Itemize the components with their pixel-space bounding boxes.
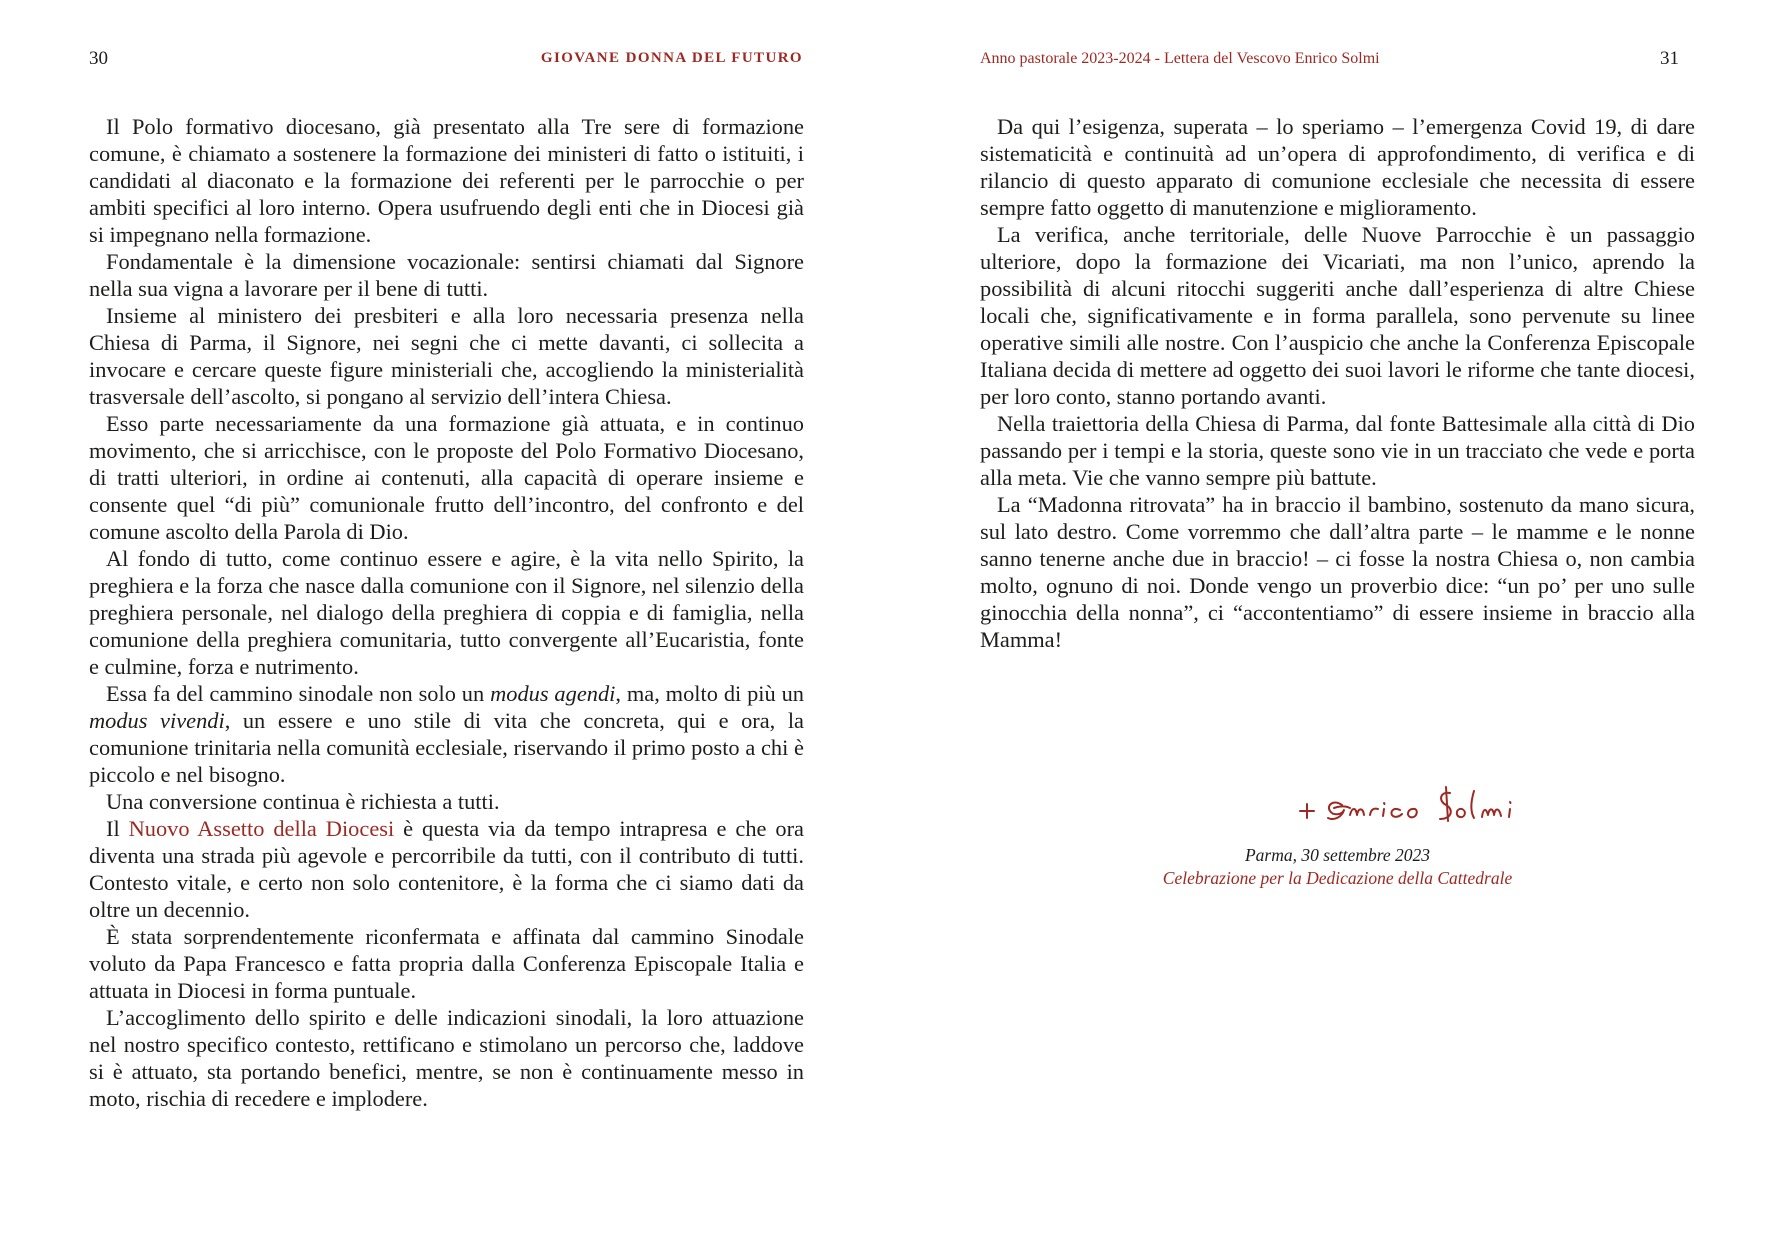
right-page xyxy=(886,0,1772,1240)
paragraph: Il Polo formativo diocesano, già presentato alla Tre sere di formazione comune, è chiamato a sostenere la formazione dei ministeri di fatto o istituiti, i candidati al diaconato e la formazione dei referenti per le parrocchie o per ambiti specifici al loro interno. Opera usufruendo degli enti che in Diocesi già si impegnano nella formazione. xyxy=(89,114,804,247)
body-text xyxy=(980,113,1695,653)
paragraph: La verifica, anche territoriale, delle Nuove Parrocchie è un passaggio ulteriore, dopo la formazione dei Vicariati, ma non l’unico, aprendo la possibilità di alcuni ritocchi suggeriti anche dall’esperienza di altre Chiese locali che, significativamente e in forma parallela, sono pervenute su linee operative simili alle nostre. Con l’auspicio che anche la Conferenza Episcopale Italiana decida di mettere ad oggetto dei suoi lavori le riforme che tante diocesi, per loro conto, stanno portando avanti. xyxy=(980,222,1695,409)
nuovo-assetto-link[interactable]: Nuovo Assetto della Diocesi xyxy=(128,816,395,841)
paragraph-text: è questa via da tempo intrapresa e che ora diventa una strada più agevole e percorribile da tutti, con il contributo di tutti. Contesto vitale, e certo non solo contenitore, è la forma che ci siamo dati da oltre un decennio. xyxy=(89,816,804,922)
paragraph: Una conversione continua è richiesta a tutti. xyxy=(106,789,500,814)
paragraph: Esso parte necessariamente da una formazione già attuata, e in continuo movimento, che si arricchisce, con le proposte del Polo Formativo Diocesano, di tratti ulteriori, in ordine ai contenuti, alla capacità di operare insieme e consente quel “di più” comunionale frutto dell’incontro, del confronto e del comune ascolto della Parola di Dio. xyxy=(89,411,804,544)
handwritten-signature xyxy=(980,775,1695,835)
paragraph: Insieme al ministero dei presbiteri e alla loro necessaria presenza nella Chiesa di Parma, il Signore, nei segni che ci mette davanti, ci sollecita a invocare e cercare queste figure ministeriali che, accogliendo la ministerialità trasversale dell’ascolto, si pongano al servizio dell’intera Chiesa. xyxy=(89,303,804,409)
paragraph: L’accoglimento dello spirito e delle indicazioni sinodali, la loro attuazione nel nostro specifico contesto, rettificano e stimolano un percorso che, laddove si è attuato, sta portando benefici, mentre, se non è continuamente messo in moto, rischia di recedere e implodere. xyxy=(89,1005,804,1111)
paragraph-text: Essa fa del cammino sinodale non solo un xyxy=(106,681,491,706)
paragraph-text: Il xyxy=(106,816,129,841)
paragraph: Fondamentale è la dimensione vocazionale: sentirsi chiamati dal Signore nella sua vigna a lavorare per il bene di tutti. xyxy=(89,249,804,301)
paragraph xyxy=(89,815,804,923)
signature-occasion: Celebrazione per la Dedicazione della Cattedrale xyxy=(1162,868,1513,888)
paragraph: Da qui l’esigenza, superata – lo speriamo – l’emergenza Covid 19, di dare sistematicità e continuità ad un’opera di approfondimento, di verifica e di rilancio di questo apparato di comunione ecclesiale che necessita di essere sempre fatto oggetto di manutenzione e miglioramento. xyxy=(980,114,1695,220)
paragraph-text: , un essere e uno stile di vita che concreta, qui e ora, la comunione trinitaria nella comunità ecclesiale, riservando il primo posto a chi è piccolo e nel bisogno. xyxy=(89,708,804,787)
italic-term: modus vivendi xyxy=(89,708,225,733)
italic-term: modus agendi xyxy=(490,681,616,706)
paragraph: Al fondo di tutto, come continuo essere e agire, è la vita nello Spirito, la preghiera e la forza che nasce dalla comunione con il Signore, nel silenzio della preghiera personale, nel dialogo della preghiera di coppia e di famiglia, nella comunione della preghiera comunitaria, tutto convergente all’Eucaristia, fonte e culmine, forza e nutrimento. xyxy=(89,546,804,679)
paragraph xyxy=(89,680,804,788)
running-head: Anno pastorale 2023-2024 - Lettera del Vescovo Enrico Solmi xyxy=(980,50,1380,67)
paragraph: La “Madonna ritrovata” ha in braccio il bambino, sostenuto da mano sicura, sul lato destro. Come vorremmo che dall’altra parte – le mamme e le nonne sanno tenerne anche due in braccio! – ci fosse la nostra Chiesa o, non cambia molto, ognuno di noi. Donde vengo un proverbio dice: “un po’ per uno sulle ginocchia della nonna”, ci “accontentiamo” di essere insieme in braccio alla Mamma! xyxy=(980,492,1695,652)
body-text xyxy=(89,113,804,1112)
page-number: 31 xyxy=(1660,48,1679,69)
signature-date: Parma, 30 settembre 2023 xyxy=(1244,845,1431,865)
paragraph: Nella traiettoria della Chiesa di Parma, dal fonte Battesimale alla città di Dio passando per i tempi e la storia, queste sono vie in un tracciato che vede e porta alla meta. Vie che vanno sempre più battute. xyxy=(980,411,1695,490)
page-number: 30 xyxy=(89,48,108,69)
signature-icon xyxy=(1290,775,1550,831)
paragraph-text: , ma, molto di più un xyxy=(615,681,804,706)
paragraph: È stata sorprendentemente riconfermata e affinata dal cammino Sinodale voluto da Papa Francesco e fatta propria dalla Conferenza Episcopale Italia e attuata in Diocesi in forma puntuale. xyxy=(89,924,804,1003)
running-head: GIOVANE DONNA DEL FUTURO xyxy=(540,50,803,66)
